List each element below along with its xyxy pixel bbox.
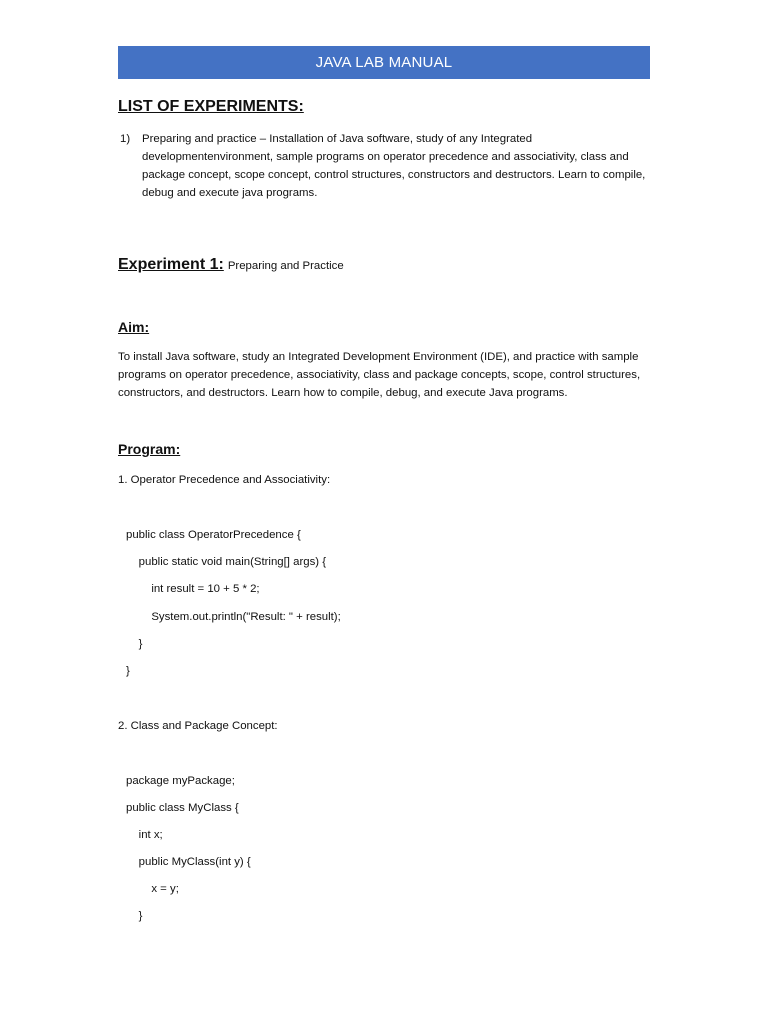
experiment-title: Preparing and Practice [227, 260, 344, 272]
program-section-label: 1. Operator Precedence and Associativity: [118, 474, 331, 486]
program-heading: Program: [118, 441, 181, 457]
document-banner-title: JAVA LAB MANUAL [118, 46, 650, 79]
aim-text: To install Java software, study an Integrated Development Environment (IDE), and practice with sample programs on operator precedence, associativity, class and package concepts, scope, control structures, constructors, and destructors. Learn how to compile, debug, and execute Java programs. [118, 351, 641, 399]
code-line: int result = 10 + 5 * 2; [126, 583, 260, 595]
code-line: public class MyClass { [126, 802, 239, 814]
code-line: } [126, 665, 130, 677]
list-item-number: 1) [120, 133, 131, 145]
experiment-heading [118, 256, 344, 274]
program-section-label: 2. Class and Package Concept: [118, 720, 278, 732]
code-line: System.out.println("Result: " + result); [126, 611, 341, 623]
code-line: public class OperatorPrecedence { [126, 529, 301, 541]
code-line: public MyClass(int y) { [126, 856, 251, 868]
code-line: package myPackage; [126, 775, 235, 787]
list-item-text: Preparing and practice – Installation of Java software, study of any Integrated developmentenvironment, sample programs on operator precedence and associativity, class and package concept, scope concept, control structures, constructors and destructors. Learn to compile, debug and execute java programs. [142, 133, 646, 199]
code-line: int x; [126, 829, 163, 841]
code-line: } [126, 638, 143, 650]
aim-heading: Aim: [118, 319, 150, 335]
experiment-label: Experiment 1: [118, 256, 224, 273]
experiment-list [118, 130, 658, 202]
list-item [118, 130, 658, 202]
code-line: x = y; [126, 883, 179, 895]
code-line: } [126, 910, 143, 922]
code-line: public static void main(String[] args) { [126, 556, 327, 568]
list-of-experiments-heading: LIST OF EXPERIMENTS: [118, 98, 304, 115]
